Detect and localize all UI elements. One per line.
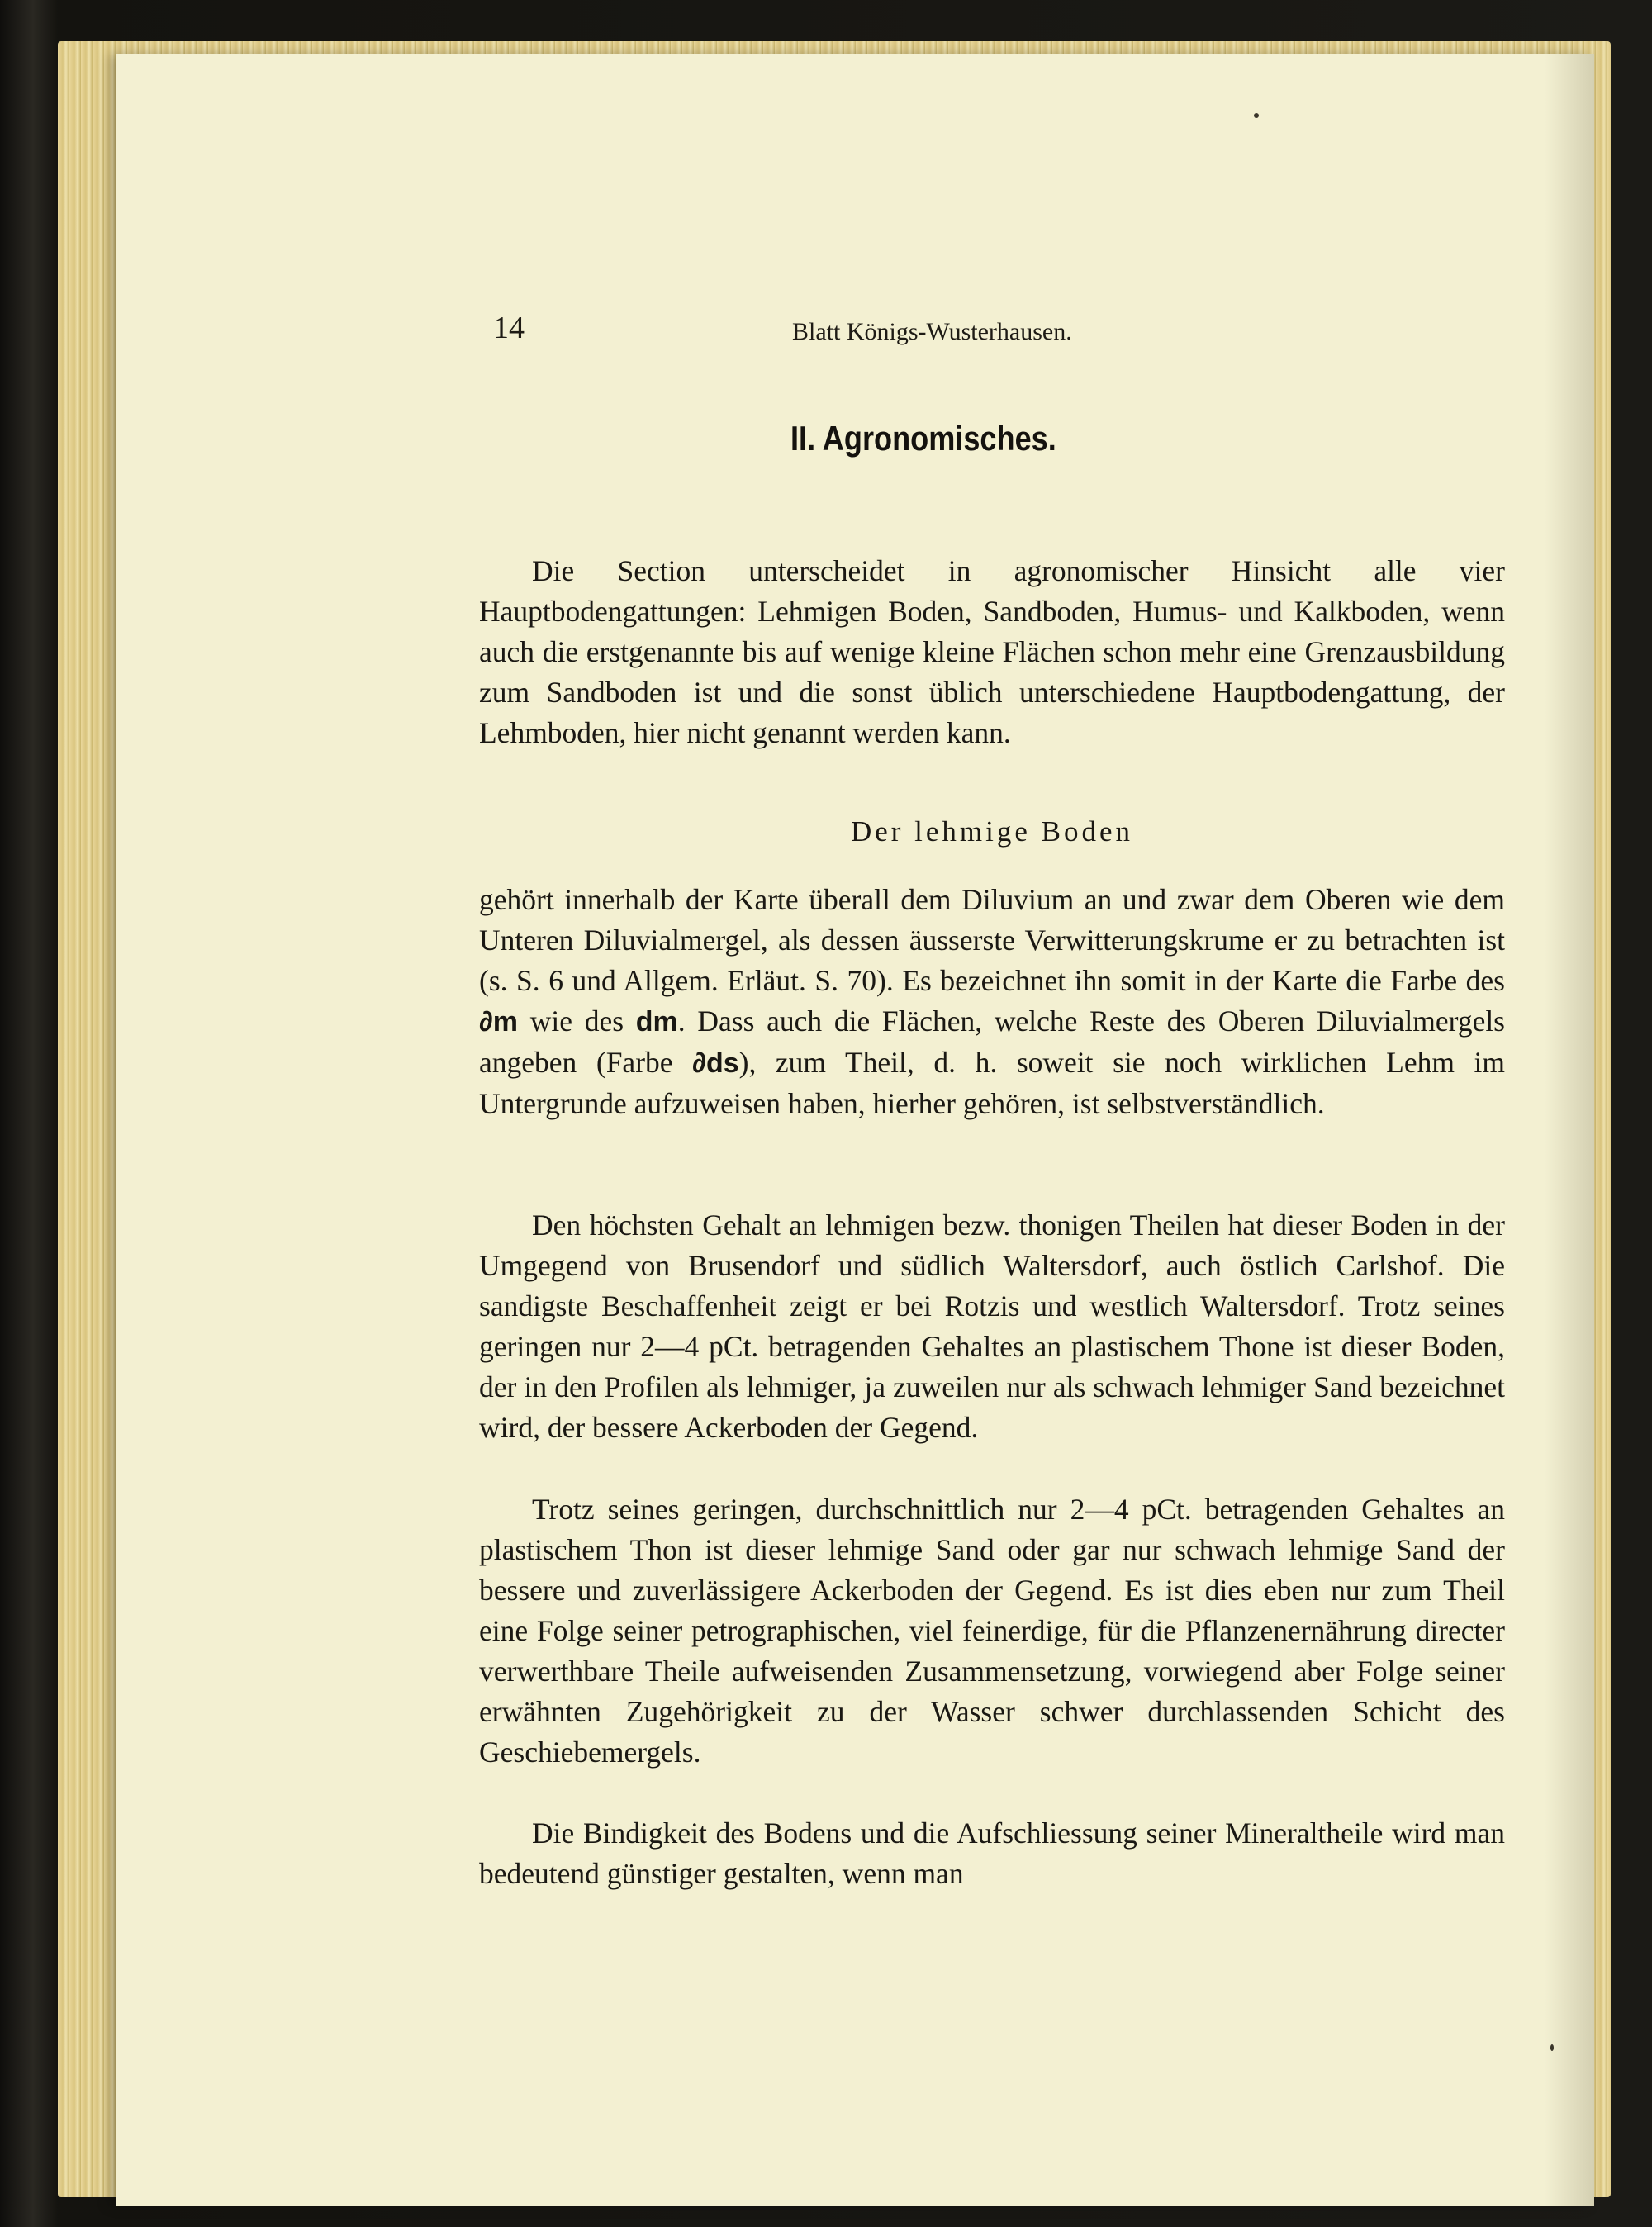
book-page [116,54,1594,2206]
paragraph-diluvium-text-3: . Dass auch die Flächen, welche Reste des Oberen Diluvialmergels angeben (Farbe [479,1004,1505,1079]
running-head [116,310,1594,359]
paragraph-diluvium [479,880,1505,1124]
running-title: Blatt Königs-Wusterhausen. [792,318,1072,345]
paragraph-intro: Die Section unterscheidet in agronomischer Hinsicht alle vier Hauptbodengattungen: Lehmigen Boden, Sandboden, Humus- und Kalkboden, wenn auch die erstgenannte bis auf wenige kleine Flächen schon mehr eine Grenzausbildung zum Sandboden ist und die sonst üblich unterschiedene Hauptbodengattung, der Lehmboden, hier nicht genannt werden kann. [479,554,1505,749]
paragraph-bindigkeit: Die Bindigkeit des Bodens und die Aufschliessung seiner Mineraltheile wird man bedeutend günstiger gestalten, wenn man [479,1816,1505,1890]
paragraph-ackerboden: Trotz seines geringen, durchschnittlich nur 2—4 pCt. betragenden Gehaltes an plastischem Thon ist dieser lehmige Sand oder gar nur schwach lehmige Sand der bessere und zuverlässigere Ackerboden der Gegend. Es ist dies eben nur zum Theil eine Folge seiner petrographischen, viel feinerdige, für die Pflanzenernährung directer verwerthbare Theile aufweisenden Zusammensetzung, vorwiegend aber Folge seiner erwähnten Zugehörigkeit zu der Wasser schwer durchlassenden Schicht des Geschiebemergels. [479,1493,1505,1769]
paragraph-diluvium-text-2: wie des [529,1004,624,1038]
page-gutter-shadow [1545,54,1594,2206]
paper-speck [1254,113,1259,118]
paragraph-gehalt: Den höchsten Gehalt an lehmigen bezw. thonigen Theilen hat dieser Boden in der Umgegend von Brusendorf und südlich Waltersdorf, auch östlich Carlshof. Die sandigste Beschaffenheit zeigt er bei Rotzis und westlich Waltersdorf. Trotz seines geringen nur 2—4 pCt. betragenden Gehaltes an plastischem Thone ist dieser Boden, der in den Profilen als lehmiger, ja zuweilen nur als schwach lehmiger Sand bezeichnet wird, der bessere Ackerboden der Gegend. [479,1208,1505,1444]
map-symbol-dm: dm [635,1006,678,1038]
section-heading: II. Agronomisches. [790,419,1056,458]
map-symbol-dds: ∂ds [692,1047,739,1079]
paragraph-diluvium-text-1: gehört innerhalb der Karte überall dem Diluvium an und zwar dem Oberen wie dem Unteren Diluvialmergel, als dessen äusserste Verwitterungskrume er zu betrachten ist (s. S. 6 und Allgem. Erläut. S. 70). Es bezeichnet ihn somit in der Karte die Farbe des [479,883,1505,997]
page-number: 14 [493,311,525,345]
subheading-lehmige-boden: Der lehmige Boden [850,815,1134,848]
map-symbol-dm-upper: ∂m [479,1006,519,1038]
paragraph-diluvium-text-4: ), zum Theil, d. h. soweit sie noch wirklichen Lehm im Untergrunde aufzuweisen haben, hierher gehören, ist selbstverständlich. [479,1046,1506,1120]
paper-speck [1550,2044,1554,2051]
